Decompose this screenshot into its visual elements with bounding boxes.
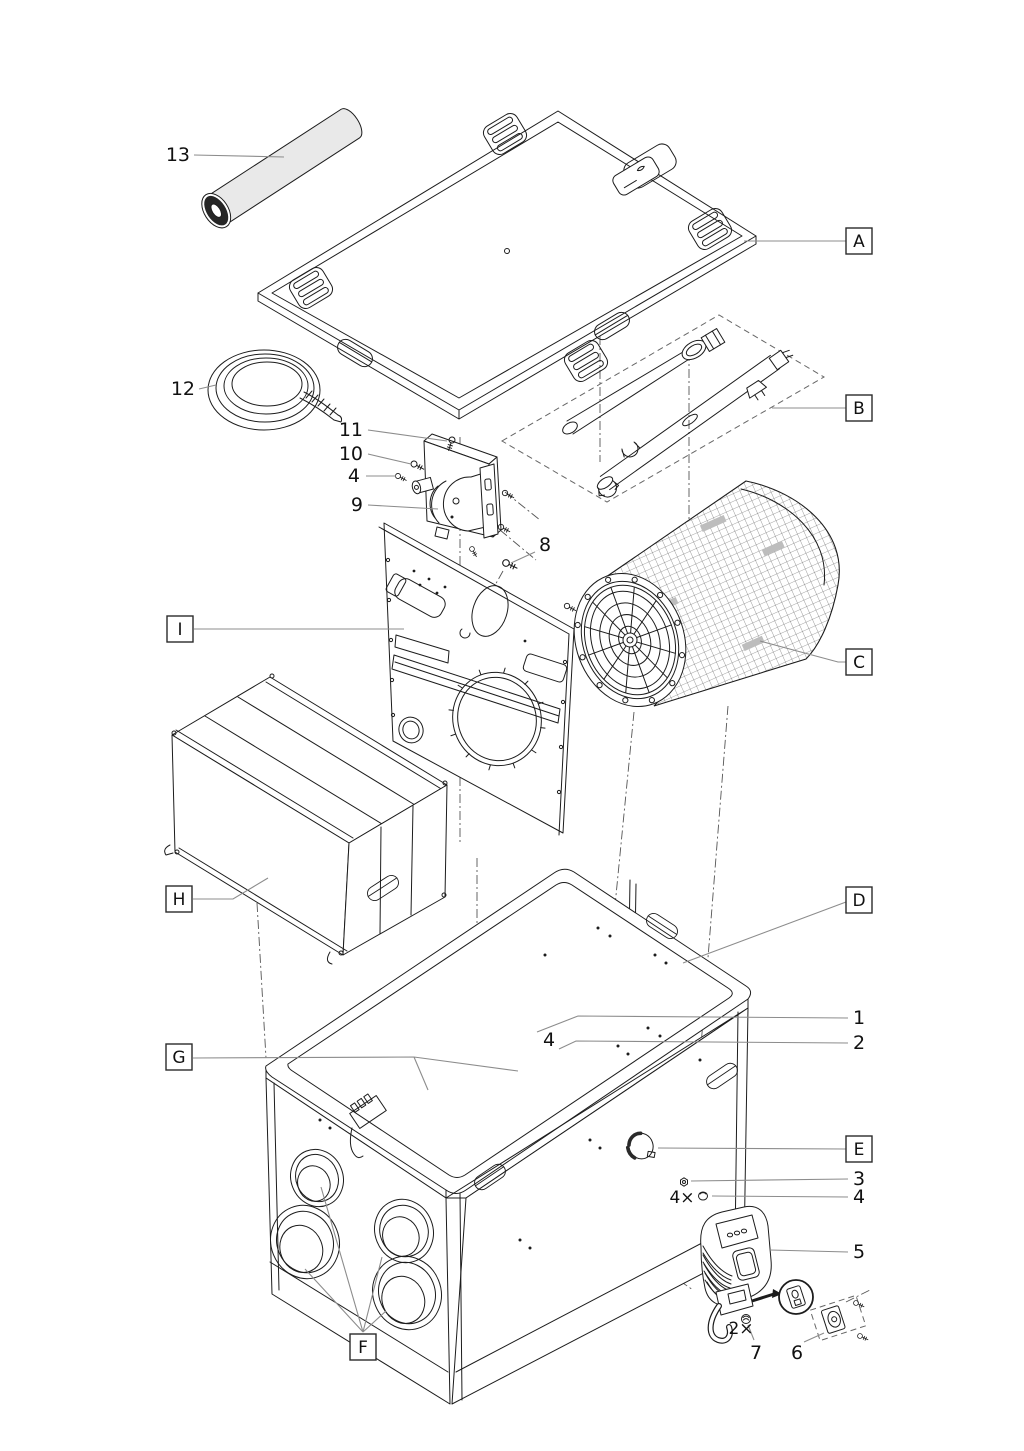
callout-12: 12: [170, 378, 195, 400]
callout-D-label: D: [852, 891, 866, 911]
callout-box-D: [846, 887, 872, 913]
callout-11: 11: [338, 419, 363, 441]
spiral-hose-part: [208, 350, 342, 430]
seal-tube-part: [196, 103, 368, 233]
callout-1: 1: [853, 1007, 866, 1029]
callout-9: 9: [350, 494, 363, 516]
callout-4-motor: 4: [347, 465, 360, 487]
callout-6: 6: [790, 1342, 804, 1364]
callout-qty-4x: 4×: [669, 1188, 695, 1208]
callout-8: 8: [539, 534, 552, 556]
lid-part: [258, 110, 756, 419]
callout-box-I: [167, 616, 193, 642]
callout-box-G: [166, 1044, 192, 1070]
callout-10: 10: [338, 443, 363, 465]
callout-A-label: A: [853, 232, 865, 252]
callout-4-inner: 4: [542, 1029, 556, 1051]
callout-4-right: 4: [853, 1186, 866, 1208]
callout-E-label: E: [853, 1140, 865, 1160]
callout-box-H: [166, 886, 192, 912]
callout-13: 13: [165, 144, 190, 166]
callout-7: 7: [749, 1342, 763, 1364]
callout-F-label: F: [358, 1338, 368, 1358]
callout-qty-2x: 2×: [728, 1319, 754, 1339]
callout-C-label: C: [853, 653, 865, 673]
callout-box-C: [846, 649, 872, 675]
callout-box-E: [846, 1136, 872, 1162]
callout-H-label: H: [172, 890, 186, 910]
callout-B-label: B: [853, 399, 865, 419]
power-socket-part: [779, 1280, 870, 1342]
filter-drum-part: [556, 481, 839, 722]
callout-3: 3: [853, 1168, 866, 1190]
callout-box-B: [846, 395, 872, 421]
callout-5: 5: [853, 1241, 866, 1263]
callout-G-label: G: [172, 1048, 186, 1068]
callout-box-F: [350, 1334, 376, 1360]
callout-box-A: [846, 228, 872, 254]
callout-2: 2: [853, 1032, 866, 1054]
callout-I-label: I: [177, 620, 183, 640]
